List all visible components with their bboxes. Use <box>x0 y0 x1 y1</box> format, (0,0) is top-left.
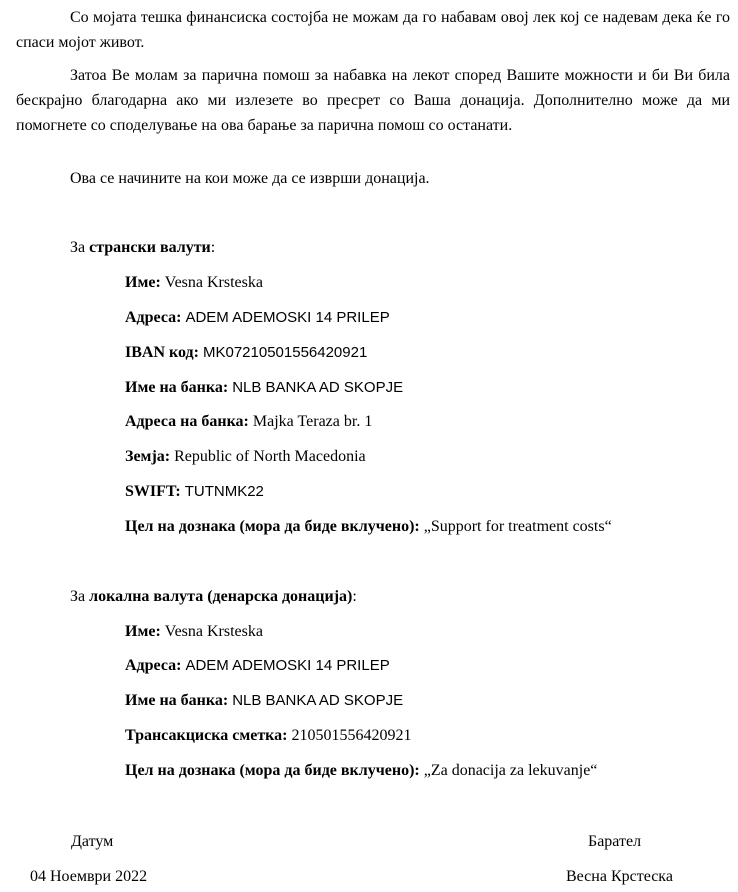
applicant-label: Барател <box>588 833 642 850</box>
local-row-purpose: Цел на дознака (мора да биде вклучено): „Za donacija za lekuvanje“ <box>125 762 598 779</box>
intro-paragraph-2: Затоа Ве молам за парична помош за набавка на лекот според Вашите можности и би Ви била бескрајно благодарна ако ми излезете во пресрет со Ваша донација. Дополнително може да ми помогнете со споделување на ова барање за парична помош со останати. <box>16 67 730 134</box>
foreign-row-iban: IBAN код: MK07210501556420921 <box>125 344 368 361</box>
foreign-row-address: Адреса: ADEM ADEMOSKI 14 PRILEP <box>125 309 390 326</box>
foreign-row-swift: SWIFT: TUTNMK22 <box>125 483 264 500</box>
date-label: Датум <box>71 833 114 850</box>
intro-paragraph-3: Ова се начините на кои може да се изврши донација. <box>70 170 430 187</box>
local-row-name: Име: Vesna Krsteska <box>125 623 263 640</box>
date-value: 04 Ноември 2022 <box>30 868 148 885</box>
local-currency-heading: За локална валута (денарска донација): <box>70 588 357 605</box>
foreign-row-bank-name: Име на банка: NLB BANKA AD SKOPJE <box>125 379 404 396</box>
foreign-row-name: Име: Vesna Krsteska <box>125 274 263 291</box>
foreign-row-purpose: Цел на дознака (мора да биде вклучено): „Support for treatment costs“ <box>125 518 612 535</box>
local-row-bank-name: Име на банка: NLB BANKA AD SKOPJE <box>125 692 404 709</box>
foreign-currency-heading: За странски валути: <box>70 239 216 256</box>
applicant-name: Весна Крстеска <box>566 868 673 885</box>
local-row-address: Адреса: ADEM ADEMOSKI 14 PRILEP <box>125 657 390 674</box>
foreign-row-country: Земја: Republic of North Macedonia <box>125 448 366 465</box>
foreign-row-bank-address: Адреса на банка: Majka Teraza br. 1 <box>125 413 373 430</box>
intro-paragraph-1: Со мојата тешка финансиска состојба не можам да го набавам овој лек кој се надевам дека ќе го спаси мојот живот. <box>16 9 730 51</box>
local-row-account: Трансакциска сметка: 210501556420921 <box>125 727 412 744</box>
